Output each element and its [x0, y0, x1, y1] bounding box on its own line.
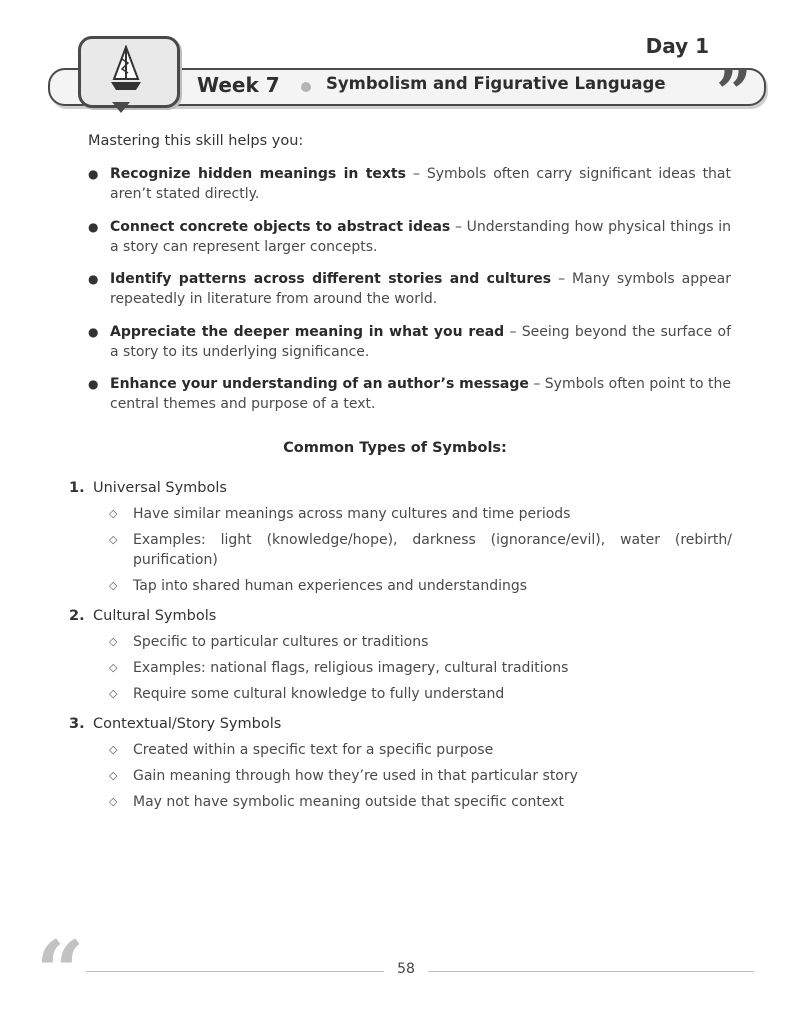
diamond-bullet-icon: ◇	[109, 507, 118, 520]
sub-item-text: Tap into shared human experiences and understandings	[133, 578, 528, 594]
sub-item	[69, 530, 732, 570]
symbol-types-list	[69, 478, 732, 822]
type-number: 3.	[69, 716, 85, 732]
badge-pointer	[112, 102, 130, 113]
symbol-type	[69, 606, 732, 704]
list-item	[88, 164, 731, 204]
benefit-text: – Symbols often point to the central themes and purpose of a text.	[110, 376, 732, 412]
sub-item	[69, 576, 732, 596]
type-title-text: Contextual/Story Symbols	[93, 716, 282, 732]
diamond-bullet-icon: ◇	[109, 661, 118, 674]
bullet-icon: ●	[88, 167, 99, 181]
type-number: 1.	[69, 480, 85, 496]
diamond-bullet-icon: ◇	[109, 769, 118, 782]
bullet-icon: ●	[88, 377, 99, 391]
sub-item	[69, 684, 732, 704]
diamond-bullet-icon: ◇	[109, 743, 118, 756]
sub-item	[69, 658, 732, 678]
intro-text: Mastering this skill helps you:	[88, 133, 304, 149]
list-item	[88, 217, 731, 257]
benefit-title: Connect concrete objects to abstract ideas	[110, 218, 451, 235]
benefit-title: Enhance your understanding of an author’s message	[110, 376, 529, 392]
sailboat-icon	[108, 45, 144, 95]
page-number: 58	[397, 961, 415, 977]
bullet-icon: ●	[88, 272, 99, 286]
benefit-text: – Many symbols appear repeatedly in literature from around the world.	[110, 271, 731, 307]
benefit-text: – Symbols often carry significant ideas that aren’t stated directly.	[110, 166, 732, 202]
list-item	[88, 322, 731, 362]
sub-list	[69, 740, 732, 812]
sub-list	[69, 504, 732, 596]
sub-item-text: Examples: light (knowledge/hope), darkness (ignorance/evil), water (rebirth/ purification)	[133, 532, 732, 568]
footer-divider-right	[428, 971, 754, 972]
topic-title: Symbolism and Figurative Language	[326, 74, 666, 93]
diamond-bullet-icon: ◇	[109, 795, 118, 808]
list-item	[88, 269, 731, 309]
separator-dot	[301, 82, 311, 92]
diamond-bullet-icon: ◇	[109, 635, 118, 648]
diamond-bullet-icon: ◇	[109, 687, 118, 700]
symbol-type-title	[69, 478, 732, 498]
diamond-bullet-icon: ◇	[109, 579, 118, 592]
sub-item-text: Have similar meanings across many cultures and time periods	[133, 506, 571, 522]
symbol-type	[69, 714, 732, 812]
sub-item	[69, 740, 732, 760]
sub-item	[69, 632, 732, 652]
bullet-icon: ●	[88, 324, 99, 339]
list-item	[88, 374, 731, 414]
benefit-text: – Understanding how physical things in a story can represent larger concepts.	[110, 218, 732, 255]
type-title-text: Cultural Symbols	[93, 608, 217, 624]
symbol-type-title	[69, 714, 732, 734]
week-icon-badge	[78, 36, 180, 108]
sub-list	[69, 632, 732, 704]
sub-item	[69, 792, 732, 812]
sub-item-text: May not have symbolic meaning outside that specific context	[133, 794, 565, 810]
type-title-text: Universal Symbols	[93, 480, 227, 496]
footer-divider-left	[86, 971, 384, 972]
sub-item-text: Specific to particular cultures or traditions	[133, 634, 429, 650]
symbol-type	[69, 478, 732, 596]
sub-item-text: Gain meaning through how they’re used in that particular story	[133, 768, 578, 784]
sub-item	[69, 766, 732, 786]
diamond-bullet-icon: ◇	[109, 533, 118, 546]
benefit-text: – Seeing beyond the surface of a story to its underlying significance.	[110, 323, 731, 360]
benefits-list	[88, 164, 731, 427]
open-quote-icon: “	[36, 922, 85, 1021]
benefit-title: Recognize hidden meanings in texts	[110, 166, 406, 182]
symbol-type-title	[69, 606, 732, 626]
day-label: Day 1	[645, 34, 709, 58]
close-quote-icon: ”	[716, 56, 752, 129]
week-label: Week 7	[197, 73, 280, 97]
type-number: 2.	[69, 608, 85, 624]
sub-item-text: Require some cultural knowledge to fully understand	[133, 686, 505, 702]
sub-item-text: Examples: national flags, religious imagery, cultural traditions	[133, 660, 569, 676]
benefit-title: Identify patterns across different stories and cultures	[110, 271, 552, 287]
bullet-icon: ●	[88, 219, 99, 234]
sub-item	[69, 504, 732, 524]
benefit-title: Appreciate the deeper meaning in what you read	[110, 323, 505, 340]
sub-item-text: Created within a specific text for a specific purpose	[133, 742, 494, 758]
types-heading: Common Types of Symbols:	[283, 440, 507, 456]
